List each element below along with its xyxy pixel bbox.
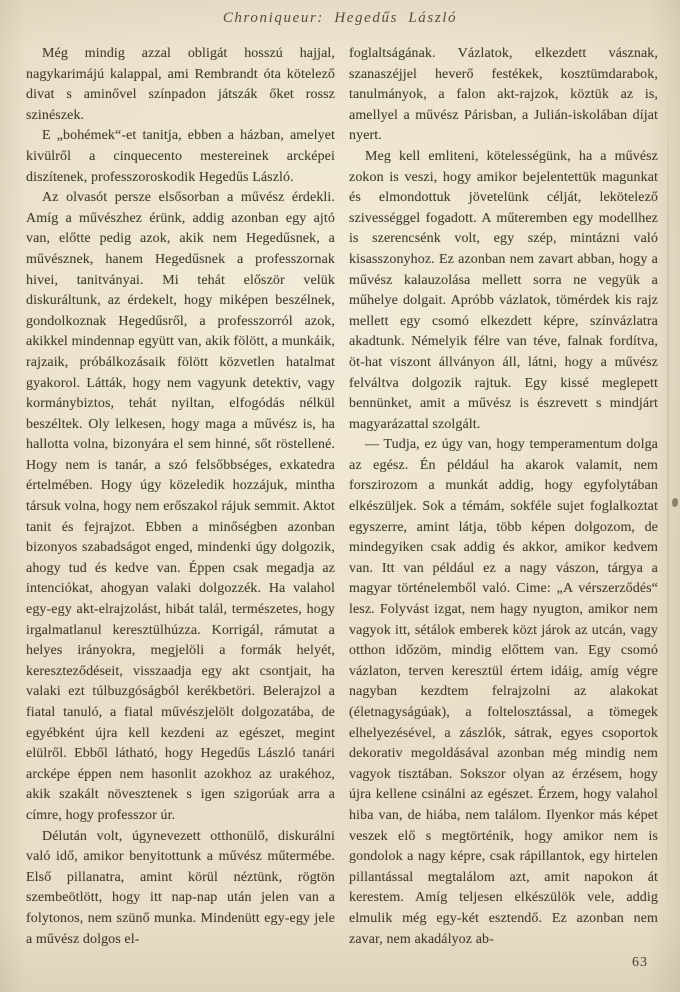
running-header <box>0 10 680 27</box>
page-number: 63 <box>632 955 648 970</box>
paragraph: Délután volt, úgynevezett otthonülő, diskurálni való idő, amikor benyitottunk a művész műtermébe. Első pillanatra, amint körül néztünk, rögtön szembeötlött, hogy itt nap-nap után jelen van a folytonos, nem szünő munka. Mindenütt egy-egy jele a művész dolgos el- <box>26 828 335 947</box>
text-columns <box>26 44 658 950</box>
scan-crease-line <box>667 80 669 922</box>
column-left <box>26 44 335 950</box>
column-right <box>349 44 658 950</box>
scan-ink-speck <box>672 498 678 507</box>
paragraph: Az olvasót persze elsősorban a művész érdekli. Amíg a művészhez érünk, addig azonban egy ajtó van, előtte pedig azok, akik nem Hegedűsnek, a művésznek, hanem Hegedűsnek a professzornak hivei, tanitványai. Mi tehát először velük diskuráltunk, az érdekelt, hogy miképen beszélnek, gondolkoznak Hegedűsről, a professzorról azok, akikkel mindennap együtt van, akik fölött, a munkáik, rajzaik, próbálkozásaik fölött közvetlen hatalmat gyakorol. Látták, hogy nem vagyunk detektiv, vagy kormánybiztos, tehát nyiltan, elfogódás nélkül beszéltek. Oly lelkesen, hogy maga a művész is, ha hallotta volna, bizonyára el sem hinné, sőt röstellené. Hogy nem is tanár, a szó felsőbbséges, exkatedra értelmében. Hogy úgy közeledik hozzájuk, mintha társuk volna, hogy nem erőszakol rájuk semmit. Aktot tanit és fejrajzot. Ebben a minőségben azonban bizonyos szabadságot enged, mindenki úgy dolgozik, ahogy tud és kedve van. Éppen csak megadja az intenciókat, ahogyan valaki dolgozzék. Ha valahol egy-egy akt-elrajzolást, hibát talál, természetes, hogy irgalmatlanul keresztülhúzza. Korrigál, rámutat a helyes irányokra, megjelöli a formák helyét, kereszteződéseit, visszaadja egy akt csontjait, ha valaki ezt túlbuzgóságból kerékbetöri. Belerajzol a fiatal tanuló, a fiatal művészjelölt dolgozatába, de egyébként újra kell kezdeni az egészet, megint elülről. Ebből látható, hogy Hegedűs László tanári arcképe éppen nem hasonlit azokhoz az urakéhoz, akik szakált növesztenek s igen szigorúak arra a címre, hogy professzor úr. <box>26 190 335 823</box>
paragraph: — Tudja, ez úgy van, hogy temperamentum dolga az egész. Én például ha akarok valamit, nem forszirozom a munkát addig, hogy egyfolytában elkészüljek. Sok a témám, sokféle sujet foglalkoztat egyszerre, amint látja, több képen dolgozom, de mindegyiken csak addig és akkor, amikor kedvem van. Itt van például ez a nagy vászon, tárgya a magyar történelemből való. Cime: „A vérszerződés“ lesz. Folyvást izgat, nem hagy nyugton, amikor nem vagyok itt, sétálok emberek közt járok az utcán, vagy otthon időzöm, mindig előttem van. Egy csomó vázlaton, terven keresztül értem idáig, amíg végre nagyban kezdtem felrajzolni az alakokat (életnagyságúak), a foltelosztással, a tömegek elhelyezésével, a zászlók, sátrak, egyes csoportok dekorativ megoldásával azonban még mindig nem vagyok tisztában. Sokszor olyan az érzésem, hogy újra kellene csinálni az egészet. Érzem, hogy valahol hiba van, de hiába, nem találom. Ilyenkor más képet veszek elő s megtörténik, hogy amikor nem is gondolok a nagy képre, csak rápillantok, egy hirtelen pillantással megtalálom azt, amit napokon át kerestem. Amíg teljesen elkészülök vele, addig elmulik még egy-két esztendő. Ez azonban nem zavar, nem akadályoz ab- <box>349 437 658 947</box>
paragraph: Még mindig azzal obligát hosszú hajjal, nagykarimájú kalappal, ami Rembrandt óta kötelező divat s aminővel színpadon játszák őket rossz szinészek. <box>26 46 335 123</box>
paragraph-continuation: foglaltságának. Vázlatok, elkezdett vásznak, szanaszéjjel heverő festékek, kosztümdarabok, tanulmányok, a falon akt-rajzok, köztük az is, amellyel a művész Párisban, a Julián-iskolában díjat nyert. <box>349 46 658 144</box>
running-header-title: Chroniqueur: Hegedűs László <box>222 10 458 26</box>
paragraph: E „bohémek“-et tanitja, ebben a házban, amelyet kivülről a cinquecento mestereinek arcképei diszítenek, professzoroskodik Hegedűs László. <box>26 128 335 185</box>
paragraph: Meg kell emliteni, kötelességünk, ha a művész zokon is veszi, hogy amikor bejelentettük magunkat és elmondottuk jövetelünk célját, lekötelező szivességgel fogadott. A műteremben egy modellhez is szerencsénk volt, egy szép, mintázni való kisasszonyhoz. Ez azonban nem zavart abban, hogy a művész kalauzolása mellett sorra ne vegyük a műhelye dolgait. Apróbb vázlatok, tömérdek kis rajz mellett egy csomó elkezdett képre, színvázlatra akadtunk. Némelyik félre van téve, falnak fordítva, öt-hat viszont állványon áll, látni, hogy a művész felváltva dolgozik rajtuk. Egy kissé meglepett bennünket, amit a művész is észrevett s mindjárt magyarázattal szolgált. <box>349 148 658 432</box>
